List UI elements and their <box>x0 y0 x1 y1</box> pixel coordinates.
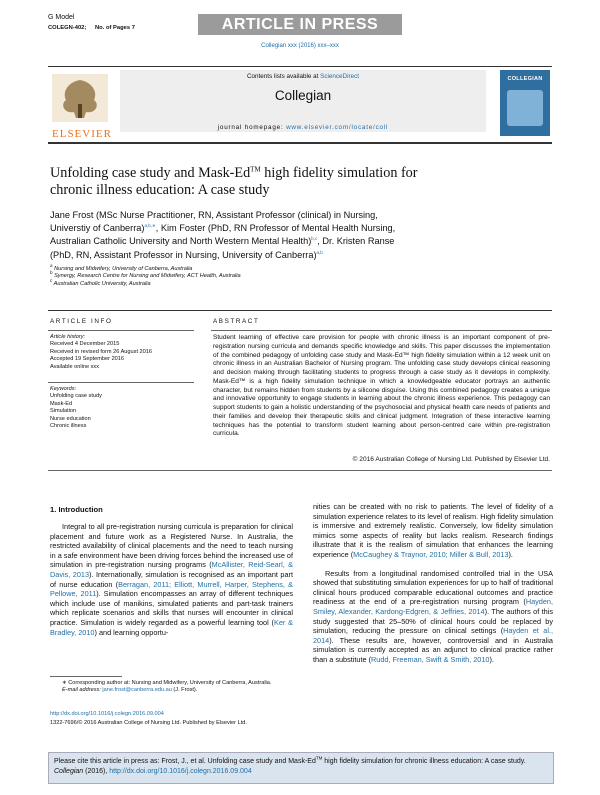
elsevier-logo <box>52 74 112 140</box>
author-2-affil[interactable]: b,c <box>311 236 318 242</box>
footnote-rule <box>50 676 122 677</box>
keyword-item: Unfolding case study <box>50 393 102 400</box>
email-label: E-mail address: <box>62 687 101 694</box>
info-top-rule <box>48 310 552 311</box>
journal-cover-title: COLLEGIAN <box>507 76 543 82</box>
email-suffix: (J. Frost). <box>171 687 198 694</box>
intro-heading: 1. Introduction <box>50 505 103 514</box>
cite-year: (2016), <box>83 768 110 775</box>
article-title <box>50 165 550 199</box>
citation-text <box>54 757 548 777</box>
corresponding-author: ∗ Corresponding author at: Nursing and Midwifery, University of Canberra, Australia. <box>62 680 272 686</box>
affiliation-c <box>50 277 530 288</box>
intro-col2-paragraph-1 <box>313 502 553 560</box>
title-part-2: high fidelity simulation for <box>260 165 418 181</box>
affil-c-marker: c <box>50 277 53 283</box>
abstract-heading-rule <box>211 330 552 331</box>
header-ref: COLEGN-402; <box>48 25 87 31</box>
author-list <box>50 209 530 262</box>
issn-line: 1322-7696/© 2016 Australian College of Nursing Ltd. Published by Elsevier Ltd. <box>50 720 247 726</box>
col2-ref-hayden-etal[interactable]: Hayden et al., 2014 <box>313 626 553 645</box>
keywords-label: Keywords: <box>50 386 77 392</box>
homepage-link[interactable]: www.elsevier.com/locate/coll <box>286 124 389 131</box>
masthead-bottom-rule <box>48 142 552 144</box>
author-2-cont: Australian Catholic University and North Western Mental Health) <box>50 236 312 247</box>
affiliation-b <box>50 270 530 280</box>
journal-name: Collegian <box>274 88 332 103</box>
title-line-2: chronic illness education: A case study <box>50 182 270 198</box>
keyword-item: Nurse education <box>50 415 91 422</box>
email-line <box>50 687 293 694</box>
journal-cover <box>500 70 550 136</box>
affil-b-marker: b <box>50 270 53 276</box>
journal-volume-link[interactable]: Collegian xxx (2016) xxx–xxx <box>261 43 339 49</box>
abstract-copyright: © 2016 Australian College of Nursing Ltd. Published by Elsevier Ltd. <box>352 456 550 463</box>
col2-ref-rudd[interactable]: Rudd, Freeman, Swift & Smith, 2010 <box>371 654 490 664</box>
intro-p1-b: ). Internationally, simulation is recognised as an important part of nurse education ( <box>50 569 293 589</box>
intro-ref-ker[interactable]: Ker & Bradley, 2010 <box>50 617 293 637</box>
intro-col2-paragraph-2 <box>313 569 553 665</box>
author-1: Jane Frost (MSc Nurse Practitioner, RN, Assistant Professor (clinical) in Nursing, <box>50 210 378 220</box>
intro-ref-mcallister[interactable]: McAllister, Reid-Searl, & Davis, 2013 <box>50 560 293 579</box>
abstract-bottom-rule <box>48 470 552 471</box>
elsevier-wordmark: ELSEVIER <box>52 128 112 140</box>
keywords <box>50 386 196 430</box>
col2-p1-a: nities can be created with no risk to patients. The level of fidelity of a simulation experience relates to its level of realism. High fidelity simulation is immersive and extremely realistic. Conversely, low fidelity simulation mimics some aspects of reality but lacks realism. Research findings illustrate that it is the realism of simulation that enhances the learning experience ( <box>313 502 553 559</box>
keywords-rule <box>48 382 194 383</box>
affil-a-text: Nursing and Midwifery, University of Canberra, Australia <box>54 266 193 272</box>
history-accepted: Accepted 19 September 2016 <box>50 356 125 363</box>
history-received: Received 4 December 2015 <box>50 341 120 348</box>
info-heading-rule <box>48 330 194 331</box>
affiliations <box>50 263 530 288</box>
title-part-1: Unfolding case study and Mask-Ed <box>50 165 251 181</box>
history-revised: Received in revised form 26 August 2016 <box>50 348 152 355</box>
cite-tm: TM <box>315 755 323 761</box>
cite-prefix: Please cite this article in press as: Frost, J., et al. Unfolding case study and Mask-Ed <box>54 758 316 765</box>
contents-prefix: Contents lists available at <box>246 73 319 80</box>
keyword-item: Mask-Ed <box>50 400 73 407</box>
cite-journal: Collegian <box>54 768 84 775</box>
homepage-label: journal homepage: <box>217 124 284 131</box>
masthead-top-rule <box>48 66 552 67</box>
col2-p2-c: ). These results are, however, controversial and in Australia simulation is currently accepted as an adjunct to clinical practice rather than a substitute ( <box>313 635 553 664</box>
footnote <box>50 680 293 695</box>
author-1-cont: Universtiy of Canberra) <box>50 223 145 234</box>
cite-doi-link[interactable]: http://dx.doi.org/10.1016/j.colegn.2016.09.004 <box>109 768 252 775</box>
article-doi-link[interactable]: http://dx.doi.org/10.1016/j.colegn.2016.09.004 <box>50 711 164 717</box>
cover-graphic <box>507 90 543 126</box>
title-tm: TM <box>250 165 261 174</box>
email-link[interactable]: jane.frost@canberra.edu.au <box>102 687 172 694</box>
history-label: Article history: <box>50 334 86 340</box>
intro-p1-d: ) and learning opportu- <box>94 627 169 637</box>
header-pages: No. of Pages 7 <box>95 25 135 31</box>
cite-mid: high fidelity simulation for chronic illness education: A case study. <box>322 758 526 765</box>
intro-p1-a: Integral to all pre-registration nursing curricula is preparation for clinical placement and future work as a Registered Nurse. In Australia, the restricted availability of clinical placements and the need to teach nursing in a safe environment have been driving forces behind the increased use of simulation in pre-registration nursing programs ( <box>50 522 293 570</box>
journal-homepage <box>120 124 486 131</box>
author-3-affil[interactable]: a,b <box>316 249 323 255</box>
keyword-item: Chronic illness <box>50 423 87 430</box>
intro-column-2 <box>313 502 553 665</box>
affil-a-marker: a <box>50 263 53 269</box>
col2-ref-mccaughey[interactable]: McCaughey & Traynor, 2010; Miller & Bull, 2013 <box>353 549 509 559</box>
affil-c-text: Australian Catholic University, Australia <box>53 280 151 287</box>
col2-p2-b: ). The authors of this study suggested that 25–50% of clinical hours could be replaced by simulation, reducing the pressure on clinical settings ( <box>313 606 553 636</box>
elsevier-tree-icon <box>52 74 108 122</box>
affil-b-text: Synergy, Research Centre for Nursing and Midwifery, ACT Health, Australia <box>54 273 241 280</box>
author-1-affil[interactable]: a,b,∗ <box>144 223 156 229</box>
intro-column-1 <box>50 522 293 637</box>
article-info-heading: ARTICLE INFO <box>50 318 113 325</box>
article-history <box>50 334 196 371</box>
col2-p1-b: ). <box>508 549 513 559</box>
author-3-cont: (PhD, RN, Assistant Professor in Nursing, University of Canberra) <box>50 249 317 260</box>
intro-ref-berragan[interactable]: Berragan, 2011; Elliott, Murrell, Harper, Stephens, & Pellowe, 2011 <box>50 579 294 599</box>
history-online: Available online xxx <box>50 363 100 370</box>
author-3: , Dr. Kristen Ranse <box>317 236 395 247</box>
abstract-heading: ABSTRACT <box>213 318 260 325</box>
col2-p2-d: ). <box>489 654 494 664</box>
sciencedirect-link[interactable]: ScienceDirect <box>320 73 359 80</box>
intro-p1-c: ). Simulation encompasses an array of different techniques which include use of manikins, simulated patients and part-task trainers which replicate scenarios and skills that nurses will encounter in clinical practice. Simulation is widely regarded as a powerful learning tool ( <box>50 589 293 627</box>
col2-ref-hayden[interactable]: Hayden, Smiley, Alexander, Kardong-Edgren, & Jeffries, 2014 <box>313 597 553 616</box>
author-2: , Kim Foster (PhD, RN Professor of Mental Health Nursing, <box>155 223 396 234</box>
abstract-text: Student learning of effective care provision for people with chronic illness is an important component of pre-registration nursing curricula and demands specific knowledge and skills. This paper discusses the implementation of the combined pedagogy of unfolding case study and Mask-Ed™ high fidelity simulation within a 12 week unit on chronic illness in an Australian Bachelor of Nursing program. The unfolding case study develops clinical reasoning and decision making through facilitating students to progress through a case study as it develops in complexity. Mask-Ed™ is a high fidelity simulation technique in which a knowledgeable educator portrays an authentic character, but remains hidden from students by a silicone disguise. Using this combined pedagogy creates a unique and innovative opportunity to engage students in learning about the chronic illness experience. This pedagogy can support students to gain a holistic understanding of the psychosocial and physical health care needs of patients and their families and develop their therapeutic skills and clinical judgment. Integration of these interactive learning techniques has the potential to transform student learning about person-centred care within pre-registration curricula. <box>213 334 550 438</box>
intro-paragraph-1 <box>50 522 293 637</box>
col2-p2-a: Results from a longitudinal randomised controlled trial in the USA showed that substituting simulation experiences for up to half of traditional clinical hours produced comparable educational outcomes and practice readiness at the end of a pre-registration nursing program ( <box>313 568 553 607</box>
header-gmodel: G Model <box>48 14 75 21</box>
keyword-item: Simulation <box>50 408 77 415</box>
article-in-press-banner: ARTICLE IN PRESS <box>198 14 402 35</box>
contents-line <box>120 73 486 80</box>
